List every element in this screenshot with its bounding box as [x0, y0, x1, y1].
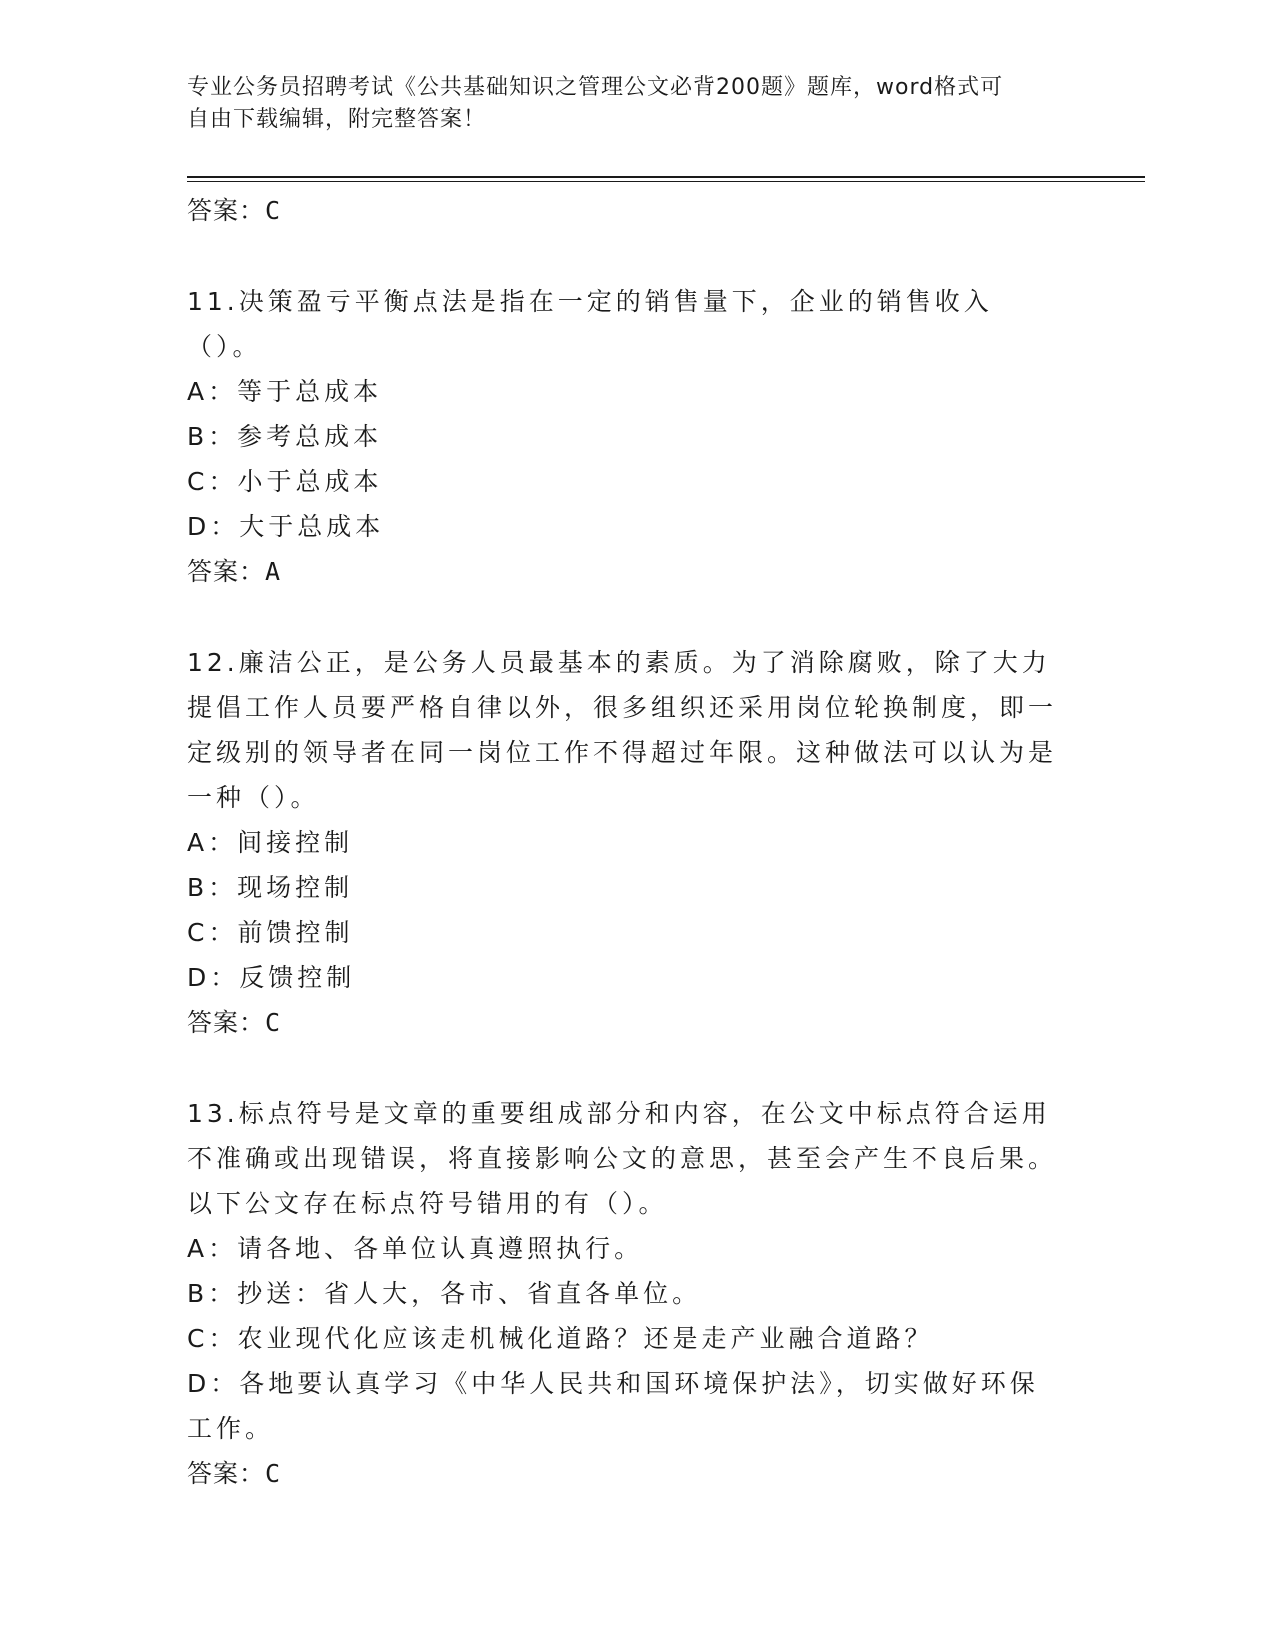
answer-line: [187, 549, 1067, 594]
option-d: D：各地要认真学习《中华人民共和国环境保护法》，切实做好环保工作。: [187, 1369, 1039, 1443]
question-stem: 13.标点符号是文章的重要组成部分和内容，在公文中标点符合运用不准确或出现错误，将直接影响公文的意思，甚至会产生不良后果。以下公文存在标点符号错用的有（）。: [187, 1099, 1058, 1218]
header-rule-thin: [187, 181, 1145, 182]
answer-label: 答案：: [187, 557, 266, 586]
option-b: B：参考总成本: [187, 422, 383, 451]
answer-label: 答案：: [187, 1459, 266, 1488]
answer-line: [187, 1451, 1067, 1496]
option-c: C：小于总成本: [187, 467, 383, 496]
answer-value: C: [265, 1459, 282, 1488]
question-stem: 12.廉洁公正，是公务人员最基本的素质。为了消除腐败，除了大力提倡工作人员要严格自律以外，很多组织还采用岗位轮换制度，即一定级别的领导者在同一岗位工作不得超过年限。这种做法可以认为是一种（）。: [187, 648, 1058, 812]
answer-label: 答案：: [187, 196, 266, 225]
option-c: C：前馈控制: [187, 918, 354, 947]
document-header: [187, 72, 1067, 136]
option-a: A：请各地、各单位认真遵照执行。: [187, 1234, 644, 1263]
answer-value: C: [265, 1008, 282, 1037]
option-c: C：农业现代化应该走机械化道路？还是走产业融合道路？: [187, 1324, 934, 1353]
answer-value: C: [265, 196, 282, 225]
answer-line: [187, 188, 1067, 233]
header-line-1: 专业公务员招聘考试《公共基础知识之管理公文必背200题》题库，word格式可: [187, 75, 1004, 100]
document-body: [187, 188, 1067, 1496]
answer-line: [187, 1000, 1067, 1045]
question-block: [187, 279, 1067, 594]
question-block: [187, 1091, 1067, 1496]
option-a: A：等于总成本: [187, 377, 383, 406]
header-rule-thick: [187, 176, 1145, 178]
option-b: B：现场控制: [187, 873, 354, 902]
question-stem: 11.决策盈亏平衡点法是指在一定的销售量下，企业的销售收入（）。: [187, 287, 993, 361]
option-a: A：间接控制: [187, 828, 354, 857]
answer-label: 答案：: [187, 1008, 266, 1037]
option-d: D：反馈控制: [187, 963, 356, 992]
option-b: B：抄送：省人大，各市、省直各单位。: [187, 1279, 702, 1308]
option-d: D：大于总成本: [187, 512, 385, 541]
question-block: [187, 640, 1067, 1045]
answer-value: A: [265, 557, 282, 586]
header-line-2: 自由下载编辑，附完整答案！: [187, 107, 487, 132]
